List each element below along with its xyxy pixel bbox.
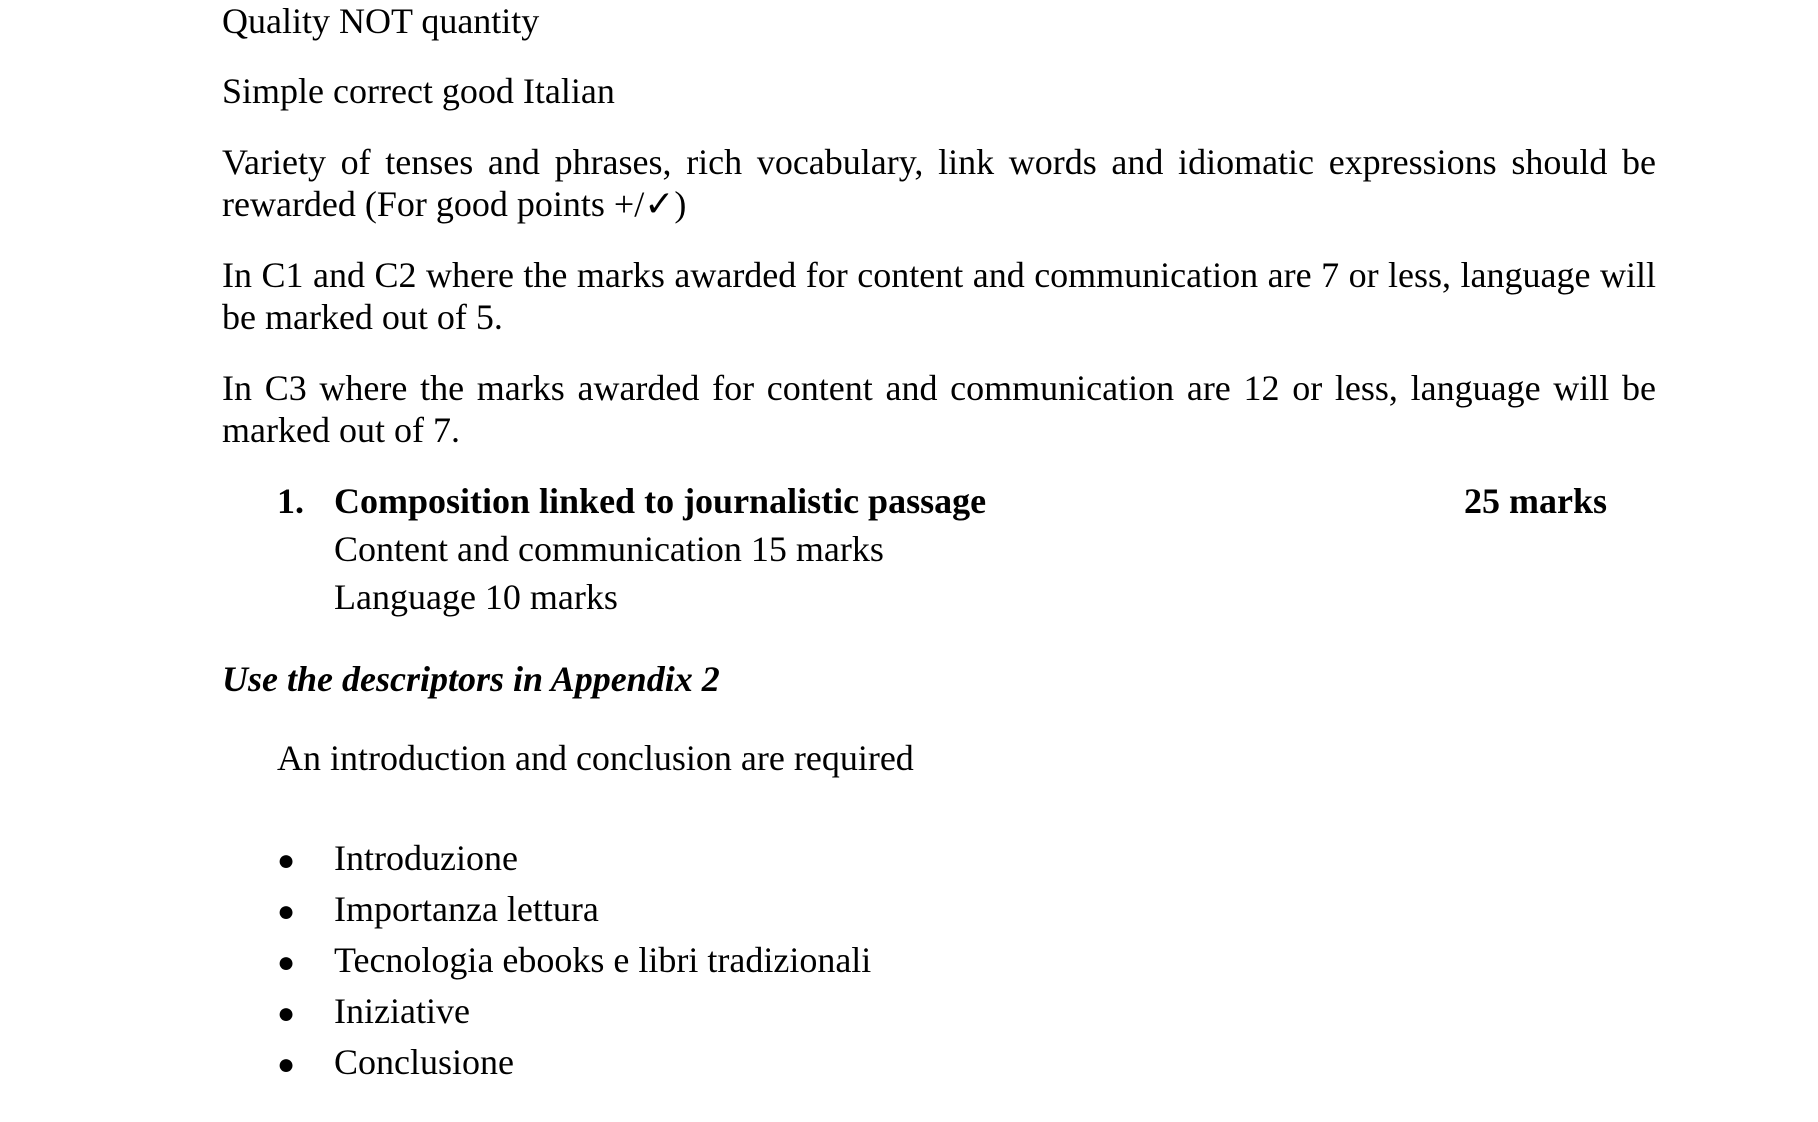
- list-item: [277, 1041, 871, 1092]
- list-item: [277, 939, 871, 990]
- section-title: Composition linked to journalistic passage: [334, 481, 987, 521]
- bullet-icon: ●: [277, 1048, 296, 1081]
- section-heading: [277, 480, 1607, 528]
- section-marks: 25 marks: [1464, 481, 1607, 521]
- bullet-icon: ●: [277, 895, 296, 928]
- intro-conclusion-note: An introduction and conclusion are required: [277, 738, 914, 778]
- bullet-icon: ●: [277, 946, 296, 979]
- descriptor-note: Use the descriptors in Appendix 2: [222, 659, 720, 699]
- composition-section: [277, 480, 1607, 624]
- paragraph-variety: Variety of tenses and phrases, rich vocabulary, link words and idiomatic expressions should be rewarded (For good points +/✓): [222, 142, 1656, 224]
- outline-bullet-list: [277, 837, 871, 1092]
- paragraph-quality: Quality NOT quantity: [222, 1, 540, 41]
- list-item-text: Introduzione: [334, 838, 518, 878]
- list-item-text: Iniziative: [334, 991, 470, 1031]
- list-item-text: Tecnologia ebooks e libri tradizionali: [334, 940, 872, 980]
- list-item: [277, 990, 871, 1041]
- bullet-icon: ●: [277, 844, 296, 877]
- list-item-text: Importanza lettura: [334, 889, 599, 929]
- paragraph-simple-italian: Simple correct good Italian: [222, 71, 615, 111]
- section-number: 1.: [277, 481, 304, 521]
- list-item: [277, 888, 871, 939]
- paragraph-c3: In C3 where the marks awarded for content and communication are 12 or less, language will be marked out of 7.: [222, 368, 1656, 450]
- bullet-icon: ●: [277, 997, 296, 1030]
- content-marks-line: Content and communication 15 marks: [334, 529, 884, 569]
- list-item-text: Conclusione: [334, 1042, 514, 1082]
- list-item: [277, 837, 871, 888]
- paragraph-c1-c2: In C1 and C2 where the marks awarded for content and communication are 7 or less, language will be marked out of 5.: [222, 255, 1656, 337]
- language-marks-line: Language 10 marks: [334, 577, 618, 617]
